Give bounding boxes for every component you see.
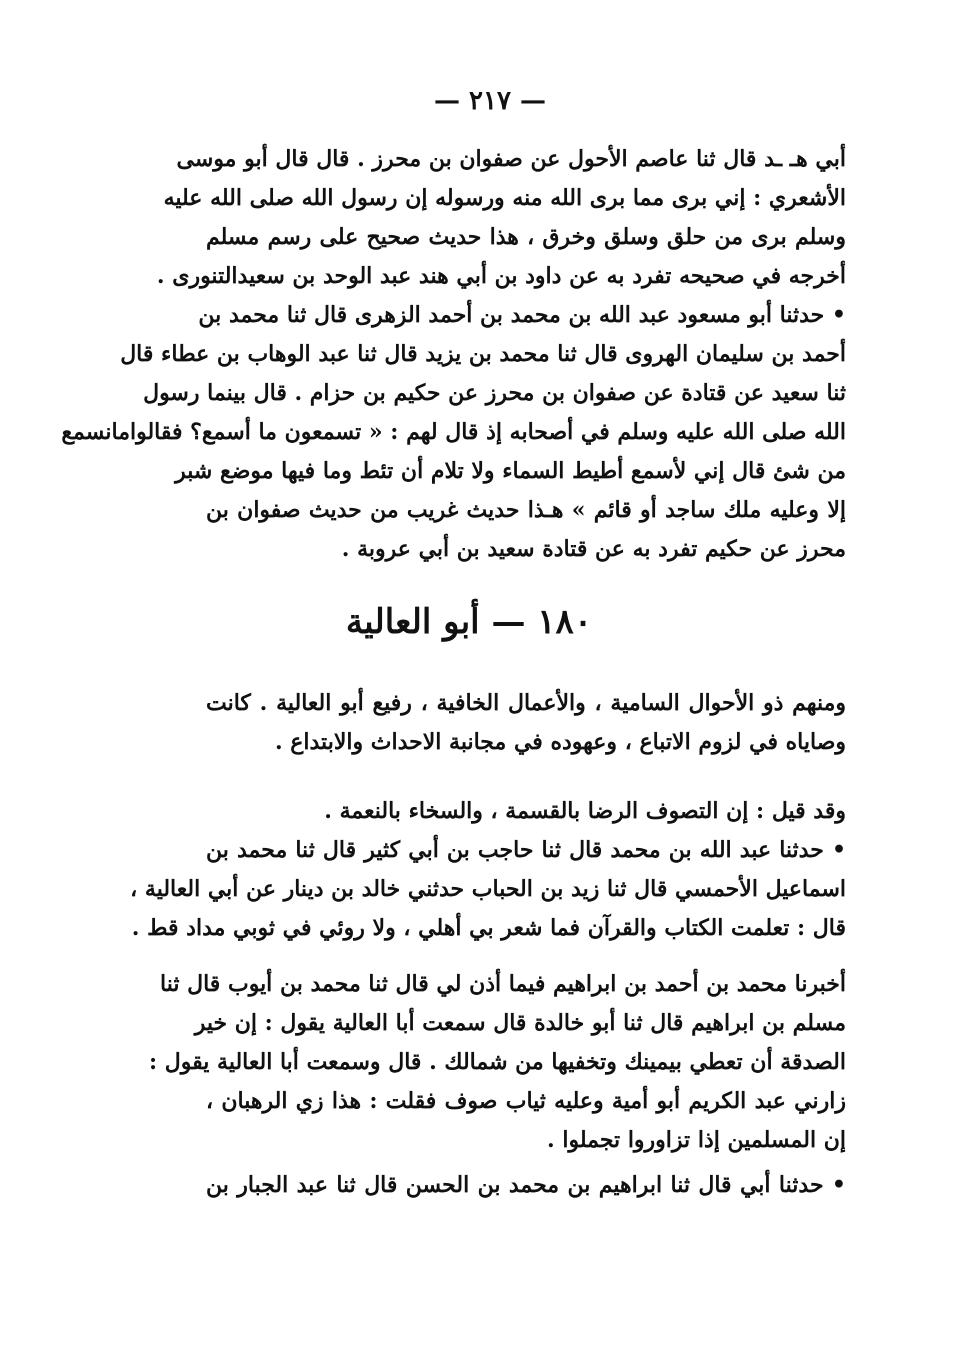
text-line: ومنهم ذو الأحوال السامية ، والأعمال الخافية ، رفيع أبو العالية . كانت xyxy=(206,690,846,716)
text-line: • حدثنا أبي قال ثنا ابراهيم بن محمد بن الحسن قال ثنا عبد الجبار بن xyxy=(206,1172,846,1198)
text-line: قال : تعلمت الكتاب والقرآن فما شعر بي أهلي ، ولا روئي في ثوبي مداد قط . xyxy=(131,915,846,941)
text-line: اسماعيل الأحمسي قال ثنا زيد بن الحباب حدثني خالد بن دينار عن أبي العالية ، xyxy=(130,876,846,902)
text-line: • حدثنا عبد الله بن محمد قال ثنا حاجب بن أبي كثير قال ثنا محمد بن xyxy=(206,837,846,863)
text-line: زارني عبد الكريم أبو أمية وعليه ثياب صوف فقلت : هذا زي الرهبان ، xyxy=(206,1088,846,1114)
text-line: وقد قيل : إن التصوف الرضا بالقسمة ، والسخاء بالنعمة . xyxy=(324,798,846,824)
hadith-paragraph-1 xyxy=(61,140,846,569)
text-line: إن المسلمين إذا تزاوروا تجملوا . xyxy=(547,1127,846,1153)
text-line: أخبرنا محمد بن أحمد بن ابراهيم فيما أذن لي قال ثنا محمد بن أيوب قال ثنا xyxy=(160,971,846,997)
page-number: — ٢١٧ — xyxy=(433,86,547,116)
text-line: من شئ قال إني لأسمع أطيط السماء ولا تلام أن تئط وما فيها موضع شبر xyxy=(175,458,846,484)
text-line: الله صلى الله عليه وسلم في أصحابه إذ قال لهم : « تسمعون ما أسمع؟ فقالوامانسمع xyxy=(61,419,846,445)
text-line: مسلم بن ابراهيم قال ثنا أبو خالدة قال سمعت أبا العالية يقول : إن خير xyxy=(194,1010,846,1036)
text-line: الصدقة أن تعطي بيمينك وتخفيها من شمالك . قال وسمعت أبا العالية يقول : xyxy=(149,1049,846,1075)
text-line: الأشعري : إني برى مما برى الله منه ورسوله إن رسول الله صلى الله عليه xyxy=(163,185,846,211)
saying-paragraph xyxy=(130,792,846,948)
section-heading: ١٨٠ — أبو العالية xyxy=(345,602,593,642)
text-line: ثنا سعيد عن قتادة عن صفوان بن محرز عن حكيم بن حزام . قال بينما رسول xyxy=(143,380,846,406)
biography-intro-paragraph xyxy=(206,684,846,762)
text-line: أبي هـ ـد قال ثنا عاصم الأحول عن صفوان بن محرز . قال قال أبو موسى xyxy=(176,146,846,172)
text-line: محرز عن حكيم تفرد به عن قتادة سعيد بن أبي عروبة . xyxy=(341,536,846,562)
final-paragraph xyxy=(206,1166,846,1205)
text-line: أحمد بن سليمان الهروى قال ثنا محمد بن يزيد قال ثنا عبد الوهاب بن عطاء قال xyxy=(120,341,846,367)
narration-paragraph xyxy=(149,965,846,1160)
text-line: أخرجه في صحيحه تفرد به عن داود بن أبي هند عبد الوحد بن سعيدالتنورى . xyxy=(156,263,846,289)
text-line: إلا وعليه ملك ساجد أو قائم » هـذا حديث غريب من حديث صفوان بن xyxy=(206,497,846,523)
text-line: وصاياه في لزوم الاتباع ، وعهوده في مجانبة الاحداث والابتداع . xyxy=(274,729,846,755)
text-line: • حدثنا أبو مسعود عبد الله بن محمد بن أحمد الزهرى قال ثنا محمد بن xyxy=(198,302,846,328)
text-line: وسلم برى من حلق وسلق وخرق ، هذا حديث صحيح على رسم مسلم xyxy=(206,224,846,250)
